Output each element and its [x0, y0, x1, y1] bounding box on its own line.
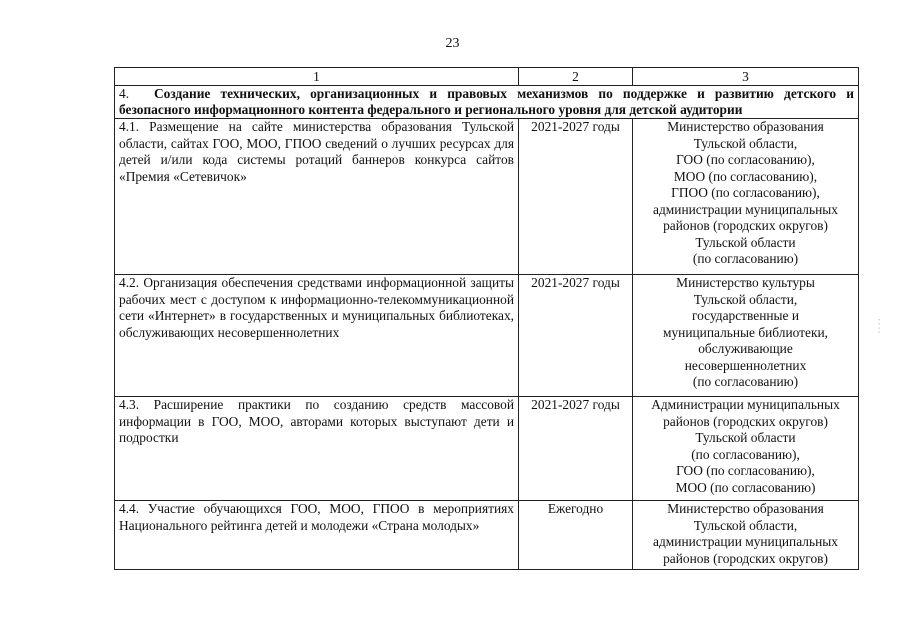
executor-cell — [633, 119, 859, 275]
measure-cell: 4.4. Участие обучающихся ГОО, МОО, ГПОО в мероприятиях Национального рейтинга детей и молодежи «Страна молодых» — [115, 501, 519, 570]
executor-line: Тульской области, — [693, 517, 798, 533]
section-heading — [115, 86, 859, 119]
executor-line: Администрации муниципальных — [651, 397, 840, 412]
executor-line: администрации муниципальных — [653, 201, 838, 217]
column-header-3: 3 — [633, 68, 859, 86]
executor-line: Министерство образования — [667, 119, 824, 134]
executor-line: Министерство образования — [667, 501, 824, 516]
period-cell: 2021-2027 годы — [519, 119, 633, 275]
measure-cell: 4.2. Организация обеспечения средствами информационной защиты рабочих мест с доступом к информационно-телекоммуникационной сети «Интернет» в государственных и муниципальных библиотеках, обслуживающих несовершеннолетних — [115, 275, 519, 397]
table-row — [115, 397, 859, 501]
executor-line: (по согласованию), — [691, 446, 800, 462]
section-number: 4. — [119, 86, 130, 101]
executor-line: (по согласованию) — [692, 374, 799, 389]
executor-cell — [633, 397, 859, 501]
executor-line: администрации муниципальных — [653, 534, 838, 549]
executor-line: ГОО (по согласованию), — [676, 152, 815, 167]
executor-line: Тульской области — [695, 430, 796, 445]
executor-line: районов (городских округов) — [663, 413, 828, 429]
header-row — [115, 68, 859, 86]
period-cell: Ежегодно — [519, 501, 633, 570]
scan-margin-mark: · · · · — [875, 318, 884, 334]
executor-line: Тульской области, — [693, 291, 798, 307]
executor-line: ГОО (по согласованию), — [676, 463, 815, 478]
executor-line: муниципальные библиотеки, — [663, 324, 828, 340]
section-title: Создание технических, организационных и правовых механизмов по поддержке и развитию детского и безопасного информационного контента федерального и регионального уровня для детской аудитории — [119, 86, 854, 117]
table-row — [115, 119, 859, 275]
measures-table — [114, 67, 859, 570]
table-row — [115, 501, 859, 570]
executor-line: МОО (по согласованию) — [675, 479, 816, 495]
executor-cell — [633, 501, 859, 570]
executor-line: Тульской области — [695, 234, 796, 250]
executor-line: МОО (по согласованию), — [673, 168, 818, 184]
executor-line: несовершеннолетних — [684, 357, 807, 373]
table-row — [115, 275, 859, 397]
executor-line: ГПОО (по согласованию), — [671, 185, 820, 200]
period-cell: 2021-2027 годы — [519, 275, 633, 397]
measure-cell: 4.1. Размещение на сайте министерства образования Тульской области, сайтах ГОО, МОО, ГПОО сведений о лучших ресурсах для детей и/или кода системы ротаций баннеров конкурса сайтов «Премия «Сетевичок» — [115, 119, 519, 275]
executor-line: обслуживающие — [698, 341, 793, 356]
executor-line: Министерство культуры — [676, 275, 815, 290]
section-row — [115, 86, 859, 119]
executor-line: районов (городских округов) — [663, 218, 828, 233]
executor-line: районов (городских округов) — [663, 550, 828, 566]
executor-line: (по согласованию) — [692, 251, 799, 266]
column-header-1: 1 — [115, 68, 519, 86]
page-number: 23 — [445, 36, 460, 51]
executor-cell — [633, 275, 859, 397]
column-header-2: 2 — [519, 68, 633, 86]
executor-line: государственные и — [691, 308, 800, 323]
period-cell: 2021-2027 годы — [519, 397, 633, 501]
measure-cell: 4.3. Расширение практики по созданию средств массовой информации в ГОО, МОО, авторами которых выступают дети и подростки — [115, 397, 519, 501]
executor-line: Тульской области, — [693, 135, 798, 151]
